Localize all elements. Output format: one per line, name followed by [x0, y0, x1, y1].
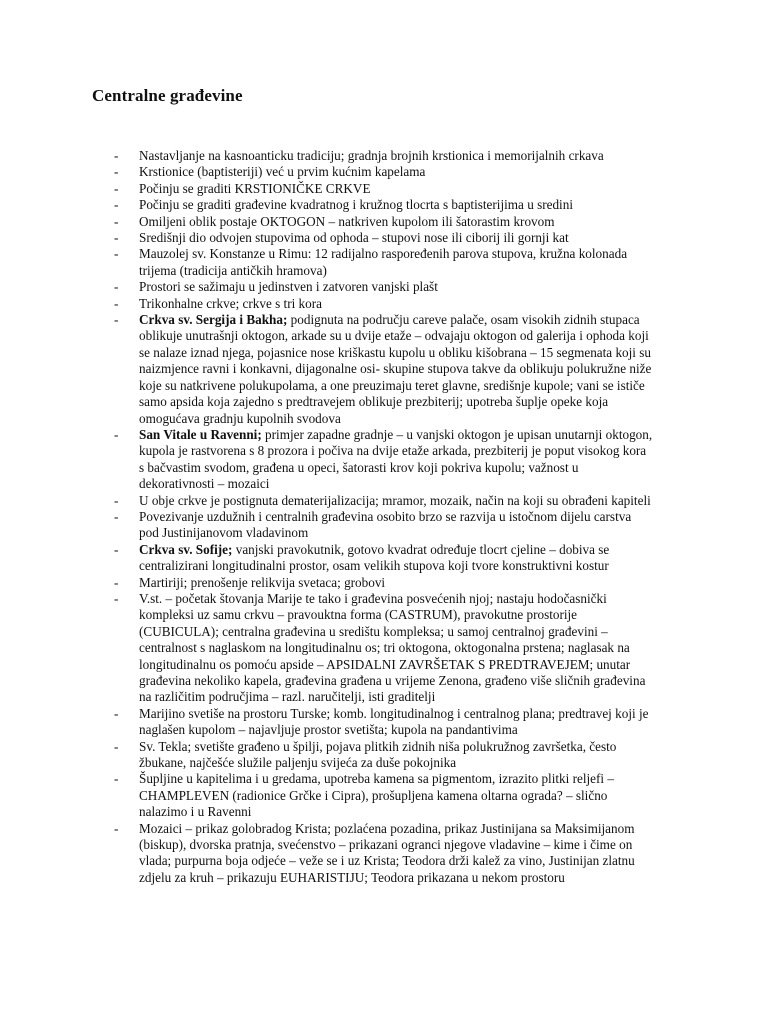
list-item — [114, 181, 654, 197]
list-item — [114, 296, 654, 312]
bullet-dash: - — [114, 820, 119, 836]
list-item-text: V.st. – početak štovanja Marije te tako i građevina posvećenih njoj; nastaju hodočasnički kompleksi uz samu crkvu – pravouktna forma (CASTRUM), pravokutne prostorije (CUBICULA); centralna građevina u središtu kompleksa; u samoj centralnoj građevini – centralnost s naglaskom na longitudinalnu os; tri oktogona, oktogonalna prstena; naglasak na longitudinalnu os pomoću apside – APSIDALNI ZAVRŠETAK S PREDTRAVEJEM; unutar građevina nekoliko kapela, građevina građena u vrijeme Zenona, građeno više sličnih građevina na različitim područjima – razl. naručitelji, isti graditelji — [139, 590, 646, 705]
list-item — [114, 771, 654, 820]
bullet-dash: - — [114, 492, 119, 508]
bullet-dash: - — [114, 279, 119, 295]
list-item-text: vanjski pravokutnik, gotovo kvadrat određuje tlocrt cjeline – dobiva se centralizirani longitudinalni prostor, osam velikih stupova koji tvore konstruktivni kostur — [139, 541, 610, 574]
list-item-text: Nastavljanje na kasnoanticku tradiciju; gradnja brojnih krstionica i memorijalnih crkava — [139, 148, 604, 163]
list-item — [114, 591, 654, 706]
page-title: Centralne građevine — [92, 86, 243, 105]
list-item-text: Krstionice (baptisteriji) već u prvim kućnim kapelama — [139, 164, 426, 180]
list-item — [114, 821, 654, 887]
list-item — [114, 279, 654, 295]
list-item-heading: Crkva sv. Sergija i Bakha; — [139, 312, 288, 328]
bullet-dash: - — [114, 426, 119, 442]
list-item — [114, 197, 654, 213]
bullet-dash: - — [114, 590, 119, 606]
list-item-text: Prostori se sažimaju u jedinstven i zatvoren vanjski plašt — [139, 279, 438, 295]
list-item — [114, 246, 654, 279]
list-item-text: Omiljeni oblik postaje OKTOGON – natkriven kupolom ili šatorastim krovom — [139, 213, 555, 229]
list-item — [114, 739, 654, 772]
list-item-text: Počinju se graditi KRSTIONIČKE CRKVE — [139, 180, 371, 196]
list-item-text: Mauzolej sv. Konstanze u Rimu: 12 radijalno raspoređenih parova stupova, kružna kolonada trijema (tradicija antičkih hramova) — [139, 246, 628, 278]
bullet-dash: - — [114, 230, 119, 246]
bullet-dash: - — [114, 246, 119, 262]
list-item — [114, 148, 654, 164]
list-item — [114, 214, 654, 230]
bullet-list — [114, 148, 654, 886]
bullet-dash: - — [114, 295, 119, 311]
bullet-dash: - — [114, 508, 119, 524]
list-item — [114, 427, 654, 493]
list-item-text: Šupljine u kapitelima i u gredama, upotreba kamena sa pigmentom, izrazito plitki reljefi – CHAMPLEVEN (radionice Grčke i Cipra), prošupljena kamena oltarna ograda? – slično nalazimo i u Ravenni — [139, 771, 614, 820]
bullet-dash: - — [114, 312, 119, 328]
bullet-dash: - — [114, 771, 119, 787]
bullet-dash: - — [114, 738, 119, 754]
list-item — [114, 230, 654, 246]
list-item — [114, 706, 654, 739]
list-item-heading: Crkva sv. Sofije; — [139, 541, 233, 557]
list-item-text: Sv. Tekla; svetište građeno u špilji, pojava plitkih zidnih niša polukružnog završetka, često žbukane, najčešće služile paljenju svijeća za duše pokojnika — [139, 738, 617, 771]
list-item — [114, 164, 654, 180]
bullet-dash: - — [114, 574, 119, 590]
list-item-heading: San Vitale u Ravenni; — [139, 426, 262, 442]
bullet-dash: - — [114, 180, 119, 196]
bullet-dash: - — [114, 705, 119, 721]
bullet-dash: - — [114, 541, 119, 557]
list-item-text: Martiriji; prenošenje relikvija svetaca; grobovi — [139, 574, 386, 590]
list-item-text: primjer zapadne gradnje – u vanjski oktogon je upisan unutarnji oktogon, kupola je rastvorena s 8 prozora i počiva na dvije etaže arkada, prezbiterij je poput visokog kora s bačvastim svodom, građena u opeci, šatorasti krov koji pokriva kupolu; važnost u dekorativnosti – mozaici — [139, 426, 653, 492]
list-item — [114, 575, 654, 591]
list-item — [114, 312, 654, 427]
list-item — [114, 509, 654, 542]
bullet-dash: - — [114, 197, 119, 213]
list-item-text: U obje crkve je postignuta dematerijalizacija; mramor, mozaik, način na koji su obrađeni kapiteli — [139, 492, 651, 508]
bullet-dash: - — [114, 213, 119, 229]
list-item — [114, 542, 654, 575]
list-item-text: Središnji dio odvojen stupovima od ophoda – stupovi nose ili ciborij ili gornji kat — [139, 230, 569, 246]
bullet-dash: - — [114, 148, 119, 163]
list-item-text: Trikonhalne crkve; crkve s tri kora — [139, 295, 322, 311]
list-item-text: Počinju se graditi građevine kvadratnog i kružnog tlocrta s baptisterijima u sredini — [139, 197, 573, 213]
bullet-dash: - — [114, 164, 119, 180]
list-item-text: Marijino svetiše na prostoru Turske; komb. longitudinalnog i centralnog plana; predtravej koji je naglašen kupolom – najavljuje prostor svetišta; kupola na pandantivima — [139, 705, 649, 738]
list-item-text: Povezivanje uzdužnih i centralnih građevina osobito brzo se razvija u istočnom dijelu carstva pod Justinijanovom vladavinom — [139, 508, 632, 541]
list-item — [114, 493, 654, 509]
list-item-text: podignuta na području careve palače, osam visokih zidnih stupaca oblikuje unutrašnji oktogon, arkade su u dvije etaže – odvajaju oktogon od galerija i ophoda koji se nalaze iznad njega, pojasnice nose kriškastu kupolu u obliku kišobrana – 15 segmenata koji su naizmjence ravni i konkavni, dijagonalne osi- skupine stupova takve da oblikuju polukružne niže koje su natkrivene polukupolama, a one preuzimaju teret glavne, središnje kupole; vani se ističe samo apsida koja zajedno s predtravejem oblikuje prezbiterij; upotreba šuplje opeke koja omogućava gradnju kupolnih svodova — [139, 312, 652, 426]
list-item-text: Mozaici – prikaz golobradog Krista; pozlaćena pozadina, prikaz Justinijana sa Maksimijanom (biskup), dvorska pratnja, svećenstvo – prikazani ogranci njegove vladavine – kime i čime on vlada; purpurna boja odjeće – veže se i uz Krista; Teodora drži kalež za vino, Justinijan zlatnu zdjelu za kruh – prikazuju EUHARISTIJU; Teodora prikazana u nekom prostoru — [139, 820, 635, 885]
